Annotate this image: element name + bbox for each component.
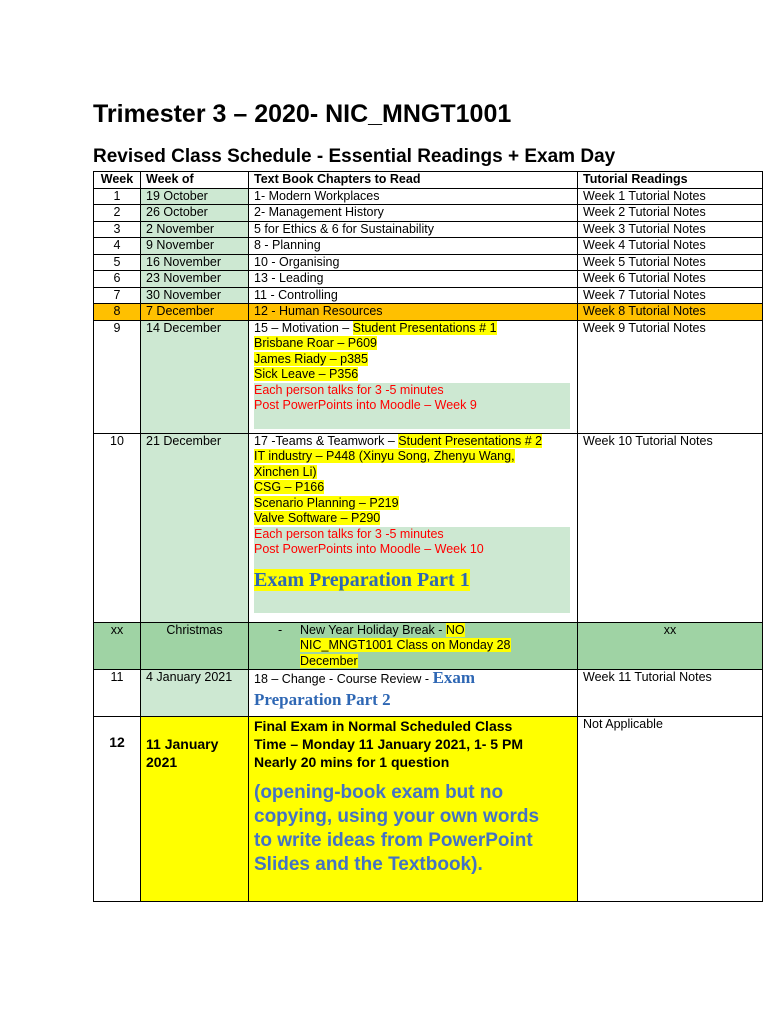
tutorial-cell: Week 1 Tutorial Notes — [578, 188, 763, 205]
exam-note-line: Slides and the Textbook). — [254, 854, 483, 875]
week-cell: 8 — [94, 304, 141, 321]
exam-prep-label: Exam Preparation Part 1 — [254, 568, 470, 591]
presentation-label: Student Presentations # 2 — [398, 433, 543, 448]
notes-box — [254, 527, 570, 613]
table-row — [94, 271, 763, 288]
week-cell: 5 — [94, 254, 141, 271]
chapters-cell: 10 - Organising — [249, 254, 578, 271]
week-of-cell: 4 January 2021 — [141, 670, 249, 717]
table-row-highlighted — [94, 304, 763, 321]
table-row-week-10 — [94, 433, 763, 622]
table-header-row — [94, 172, 763, 189]
exam-prep-label: Exam — [432, 668, 476, 687]
header-week-of: Week of — [141, 172, 249, 189]
week-of-cell: 9 November — [141, 238, 249, 255]
chapter-title: 17 -Teams & Teamwork – — [254, 433, 399, 448]
chapters-cell: 8 - Planning — [249, 238, 578, 255]
presentation-item: Sick Leave – P356 — [254, 367, 359, 381]
holiday-highlight: NO — [445, 622, 465, 637]
week-cell: 7 — [94, 287, 141, 304]
exam-note-line: (opening-book exam but no — [254, 782, 504, 803]
chapters-cell — [249, 320, 578, 433]
week-cell: 2 — [94, 205, 141, 222]
chapters-cell: 5 for Ethics & 6 for Sustainability — [249, 221, 578, 238]
table-row-week-9 — [94, 320, 763, 433]
presentation-item: Valve Software – P290 — [254, 511, 381, 525]
notes-box — [254, 383, 570, 429]
holiday-text: New Year Holiday Break - — [300, 622, 446, 637]
header-chapters: Text Book Chapters to Read — [249, 172, 578, 189]
tutorial-cell: Week 8 Tutorial Notes — [578, 304, 763, 321]
chapters-cell: 11 - Controlling — [249, 287, 578, 304]
week-of-cell: 26 October — [141, 205, 249, 222]
table-row-week-11 — [94, 670, 763, 717]
exam-prep-label: Preparation Part 2 — [254, 689, 391, 709]
tutorial-cell: Week 10 Tutorial Notes — [578, 433, 763, 622]
table-row-week-12 — [94, 717, 763, 902]
note-text: Each person talks for 3 -5 minutes — [254, 526, 444, 541]
chapter-title: 15 – Motivation – — [254, 320, 353, 335]
tutorial-cell: Week 5 Tutorial Notes — [578, 254, 763, 271]
week-of-cell: 7 December — [141, 304, 249, 321]
bullet-dash: - — [278, 622, 283, 637]
week-cell: 1 — [94, 188, 141, 205]
presentation-label: Student Presentations # 1 — [352, 320, 497, 335]
tutorial-cell: xx — [578, 622, 763, 670]
table-row — [94, 238, 763, 255]
header-week: Week — [94, 172, 141, 189]
tutorial-cell: Week 6 Tutorial Notes — [578, 271, 763, 288]
final-exam-line: Nearly 20 mins for 1 question — [254, 754, 450, 770]
week-of-cell: 16 November — [141, 254, 249, 271]
chapter-title: 18 – Change - Course Review - — [254, 672, 433, 686]
week-cell: 6 — [94, 271, 141, 288]
tutorial-cell: Week 11 Tutorial Notes — [578, 670, 763, 717]
tutorial-cell: Week 9 Tutorial Notes — [578, 320, 763, 433]
table-row — [94, 287, 763, 304]
week-cell: 4 — [94, 238, 141, 255]
note-text: Each person talks for 3 -5 minutes — [254, 382, 444, 397]
table-row — [94, 188, 763, 205]
chapters-cell: 2- Management History — [249, 205, 578, 222]
chapters-cell: 13 - Leading — [249, 271, 578, 288]
week-of-cell: 2 November — [141, 221, 249, 238]
schedule-table — [93, 171, 763, 902]
tutorial-cell: Not Applicable — [578, 717, 763, 902]
header-tutorial: Tutorial Readings — [578, 172, 763, 189]
week-cell: 11 — [94, 670, 141, 717]
tutorial-cell: Week 4 Tutorial Notes — [578, 238, 763, 255]
chapters-cell: 12 - Human Resources — [249, 304, 578, 321]
holiday-highlight: December — [300, 653, 358, 668]
week-cell: 9 — [94, 320, 141, 433]
chapters-cell — [249, 717, 578, 902]
week-of-cell: Christmas — [141, 622, 249, 670]
document-title: Trimester 3 – 2020- NIC_MNGT1001 — [93, 100, 512, 128]
week-of-cell: 23 November — [141, 271, 249, 288]
table-row-christmas — [94, 622, 763, 670]
week-of-cell: 21 December — [141, 433, 249, 622]
week-of-cell: 30 November — [141, 287, 249, 304]
chapters-cell — [249, 622, 578, 670]
chapters-cell — [249, 670, 578, 717]
tutorial-cell: Week 7 Tutorial Notes — [578, 287, 763, 304]
presentation-item: CSG – P166 — [254, 480, 325, 494]
note-text: Post PowerPoints into Moodle – Week 9 — [254, 398, 477, 412]
exam-note-line: to write ideas from PowerPoint — [254, 830, 533, 851]
exam-note-line: copying, using your own words — [254, 806, 540, 827]
table-row — [94, 254, 763, 271]
chapters-cell — [249, 433, 578, 622]
document-subtitle: Revised Class Schedule - Essential Readings + Exam Day — [93, 146, 616, 167]
presentation-item: Xinchen Li) — [254, 464, 317, 479]
presentation-item: Scenario Planning – P219 — [254, 495, 399, 510]
tutorial-cell: Week 2 Tutorial Notes — [578, 205, 763, 222]
week-cell: xx — [94, 622, 141, 670]
week-cell: 3 — [94, 221, 141, 238]
tutorial-cell: Week 3 Tutorial Notes — [578, 221, 763, 238]
note-text: Post PowerPoints into Moodle – Week 10 — [254, 542, 484, 556]
week-of-cell: 14 December — [141, 320, 249, 433]
exam-date: 11 January — [146, 736, 219, 752]
holiday-highlight: NIC_MNGT1001 Class on Monday 28 — [300, 638, 511, 652]
week-of-cell — [141, 717, 249, 902]
week-cell: 12 — [94, 717, 141, 902]
final-exam-line: Time – Monday 11 January 2021, 1- 5 PM — [254, 736, 523, 752]
presentation-item: James Riady – p385 — [254, 351, 368, 366]
table-row — [94, 205, 763, 222]
chapters-cell: 1- Modern Workplaces — [249, 188, 578, 205]
table-row — [94, 221, 763, 238]
week-cell: 10 — [94, 433, 141, 622]
week-of-cell: 19 October — [141, 188, 249, 205]
exam-year: 2021 — [146, 754, 178, 770]
final-exam-line: Final Exam in Normal Scheduled Class — [254, 718, 513, 734]
presentation-item: IT industry – P448 (Xinyu Song, Zhenyu Wang, — [254, 449, 515, 463]
presentation-item: Brisbane Roar – P609 — [254, 336, 377, 350]
